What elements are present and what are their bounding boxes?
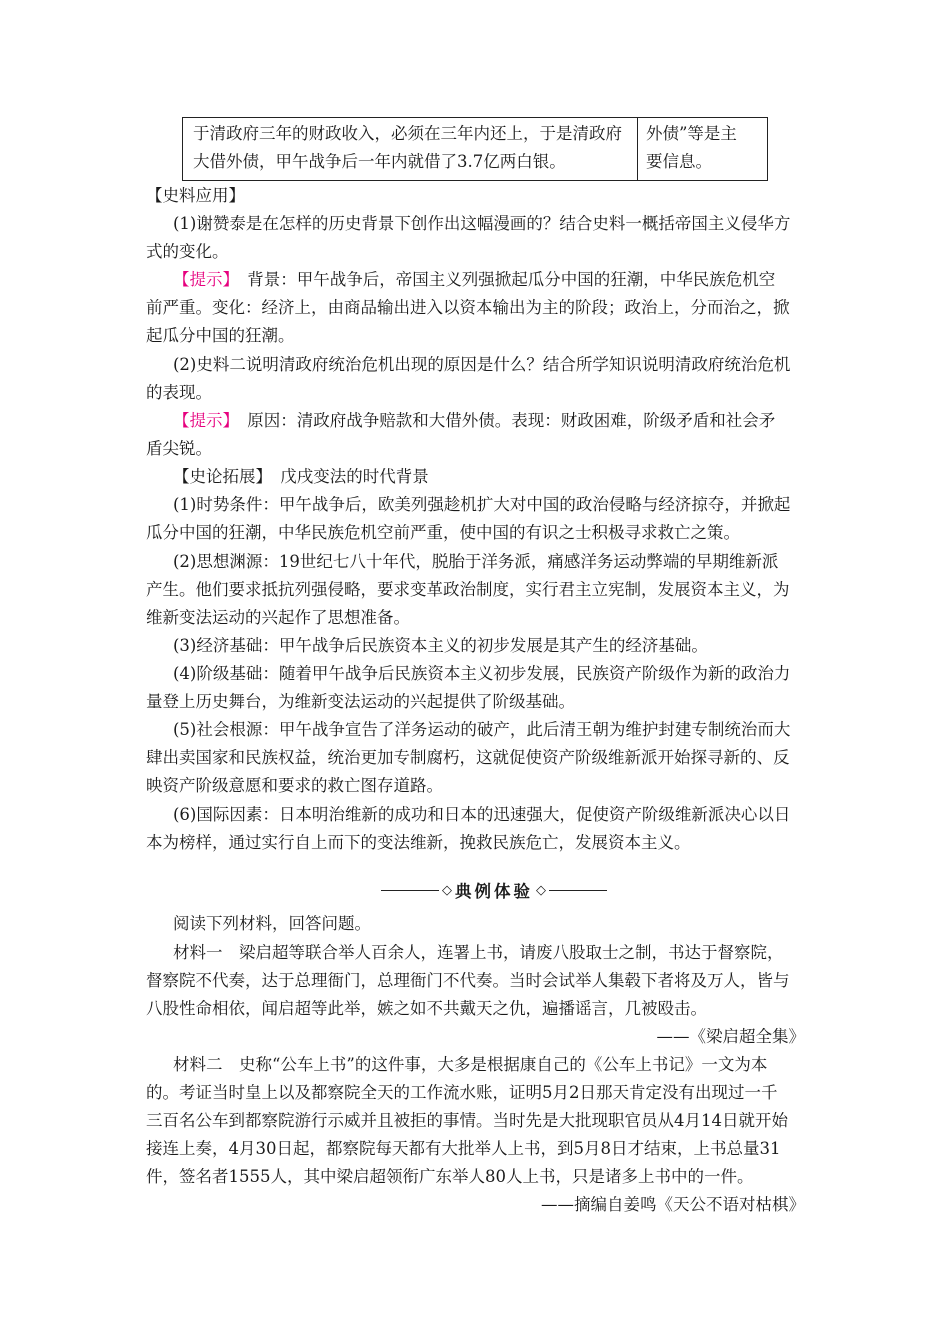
paragraph-line: (6)国际因素：日本明治维新的成功和日本的迅速强大，促使资产阶级维新派决心以日: [173, 805, 791, 824]
section-heading-shiliao: 【史料应用】: [146, 186, 245, 205]
answer-2-line: 盾尖锐。: [146, 439, 212, 458]
paragraph-line: (3)经济基础：甲午战争后民族资本主义的初步发展是其产生的经济基础。: [173, 636, 708, 655]
info-table: [182, 117, 768, 181]
diamond-icon: ◇: [536, 882, 546, 898]
table-text-line: 大借外债，甲午战争后一年内就借了3.7亿两白银。: [193, 152, 566, 171]
answer-1-first-line: [173, 266, 775, 294]
section-title: 戊戌变法的时代背景: [280, 467, 429, 486]
question-2-line: (2)史料二说明清政府统治危机出现的原因是什么？结合所学知识说明清政府统治危机: [173, 355, 791, 374]
material-1-line: 八股性命相依，闻启超等此举，嫉之如不共戴天之仇，遍播谣言，几被殴击。: [146, 999, 707, 1018]
paragraph-line: 本为榜样，通过实行自上而下的变法维新，挽救民族危亡，发展资本主义。: [146, 833, 691, 852]
paragraph-line: 产生。他们要求抵抗列强侵略，要求变革政治制度，实行君主立宪制，发展资本主义，为: [146, 580, 790, 599]
section-divider: [360, 876, 628, 904]
answer-1-text: 背景：甲午战争后，帝国主义列强掀起瓜分中国的狂潮，中华民族危机空: [247, 270, 776, 289]
hint-label: 【提示】: [173, 270, 231, 289]
divider-title: 典例体验: [455, 882, 533, 901]
question-1-line: (1)谢赞泰是在怎样的历史背景下创作出这幅漫画的？结合史料一概括帝国主义侵华方: [173, 214, 791, 233]
table-text-line: 要信息。: [646, 152, 712, 171]
answer-1-line: 起瓜分中国的狂潮。: [146, 326, 295, 345]
material-2-line: 的。考证当时皇上以及都察院全天的工作流水账，证明5月2日那天肯定没有出现过一千: [146, 1083, 778, 1102]
table-text-line: 于清政府三年的财政收入，必须在三年内还上，于是清政府: [193, 124, 622, 143]
question-1-line: 式的变化。: [146, 242, 229, 261]
paragraph-line: (5)社会根源：甲午战争宣告了洋务运动的破产，此后清王朝为维护封建专制统治而大: [173, 720, 791, 739]
section-heading-shilun: [173, 463, 429, 491]
material-2-line: 三百名公车到都察院游行示威并且被拒的事情。当时先是大批现职官员从4月14日就开始: [146, 1111, 788, 1130]
section-label: 【史论拓展】: [173, 467, 264, 486]
divider-rule: [381, 890, 439, 891]
paragraph-line: 映资产阶级意愿和要求的救亡图存道路。: [146, 776, 443, 795]
material-1-line: 督察院不代奏，达于总理衙门，总理衙门不代奏。当时会试举人集毂下者将及万人，皆与: [146, 971, 790, 990]
table-left-cell: [183, 118, 638, 180]
diamond-icon: ◇: [442, 882, 452, 898]
paragraph-line: (4)阶级基础：随着甲午战争后民族资本主义初步发展，民族资产阶级作为新的政治力: [173, 664, 791, 683]
material-2-line: 接连上奏，4月30日起，都察院每天都有大批举人上书，到5月8日才结束，上书总量31: [146, 1139, 781, 1158]
question-2-line: 的表现。: [146, 383, 212, 402]
answer-2-first-line: [173, 407, 775, 435]
material-2-source: ——摘编自姜鸣《天公不语对枯棋》: [541, 1195, 805, 1214]
paragraph-line: 肆出卖国家和民族权益，统治更加专制腐朽，这就促使资产阶级维新派开始探寻新的、反: [146, 748, 790, 767]
paragraph-line: 瓜分中国的狂潮，中华民族危机空前严重，使中国的有识之士积极寻求救亡之策。: [146, 523, 740, 542]
paragraph-line: 量登上历史舞台，为维新变法运动的兴起提供了阶级基础。: [146, 692, 575, 711]
divider-rule: [549, 890, 607, 891]
material-1-source: ——《梁启超全集》: [656, 1027, 805, 1046]
material-1-line: 材料一 梁启超等联合举人百余人，连署上书，请废八股取士之制，书达于督察院，: [173, 943, 784, 962]
answer-2-text: 原因：清政府战争赔款和大借外债。表现：财政困难，阶级矛盾和社会矛: [247, 411, 776, 430]
table-right-cell: [638, 118, 767, 180]
intro-line: 阅读下列材料，回答问题。: [173, 914, 371, 933]
paragraph-line: 维新变法运动的兴起作了思想准备。: [146, 608, 410, 627]
material-2-line: 材料二 史称“公车上书”的这件事，大多是根据康自己的《公车上书记》一文为本: [173, 1055, 768, 1074]
answer-1-line: 前严重。变化：经济上，由商品输出进入以资本输出为主的阶段；政治上，分而治之，掀: [146, 298, 790, 317]
table-text-line: 外债”等是主: [646, 124, 737, 143]
material-2-line: 件，签名者1555人，其中梁启超领衔广东举人80人上书，只是诸多上书中的一件。: [146, 1167, 754, 1186]
paragraph-line: (2)思想渊源：19世纪七八十年代，脱胎于洋务派，痛感洋务运动弊端的早期维新派: [173, 552, 779, 571]
paragraph-line: (1)时势条件：甲午战争后，欧美列强趁机扩大对中国的政治侵略与经济掠夺，并掀起: [173, 495, 791, 514]
hint-label: 【提示】: [173, 411, 231, 430]
